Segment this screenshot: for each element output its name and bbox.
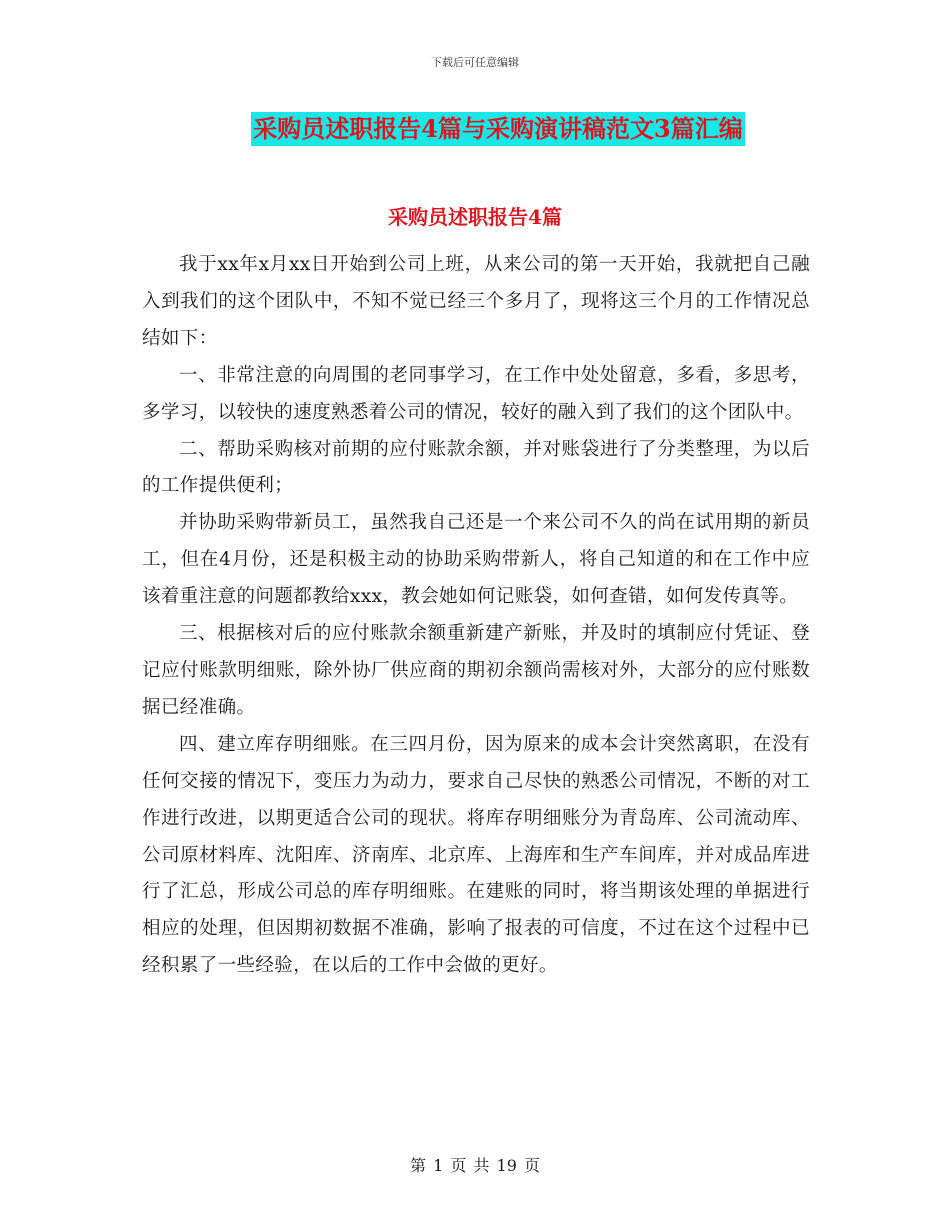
- paragraph: 二、帮助采购核对前期的应付账款余额，并对账袋进行了分类整理，为以后的工作提供便利；: [142, 438, 810, 497]
- paragraph: 三、根据核对后的应付账款余额重新建产新账，并及时的填制应付凭证、登记应付账款明细账，除外协厂供应商的期初余额尚需核对外，大部分的应付账数据已经准确。: [142, 623, 810, 718]
- paragraph: 一、非常注意的向周围的老同事学习，在工作中处处留意，多看，多思考，多学习，以较快的速度熟悉着公司的情况，较好的融入到了我们的这个团队中。: [142, 364, 810, 423]
- paragraph: 并协助采购带新员工，虽然我自己还是一个来公司不久的尚在试用期的新员工，但在4月份，还是积极主动的协助采购带新人，将自己知道的和在工作中应该着重注意的问题都教给xxx，教会她如何记账袋，如何查错，如何发传真等。: [142, 512, 810, 608]
- document-body: [142, 247, 810, 985]
- header-note: 下载后可任意编辑: [431, 56, 519, 69]
- page-number-footer: 第 1 页 共 19 页: [410, 1156, 540, 1175]
- document-title-container: [0, 112, 950, 146]
- paragraph: 四、建立库存明细账。在三四月份，因为原来的成本会计突然离职，在没有任何交接的情况下，变压力为动力，要求自己尽快的熟悉公司情况，不断的对工作进行改进，以期更适合公司的现状。将库存明细账分为青岛库、公司流动库、公司原材料库、沈阳库、济南库、北京库、上海库和生产车间库，并对成品库进行了汇总，形成公司总的库存明细账。在建账的同时，将当期该处理的单据进行相应的处理，但因期初数据不准确，影响了报表的可信度，不过在这个过程中已经积累了一些经验，在以后的工作中会做的更好。: [142, 733, 810, 977]
- document-title: 采购员述职报告4篇与采购演讲稿范文3篇汇编: [251, 112, 744, 146]
- paragraph: 我于xx年x月xx日开始到公司上班，从来公司的第一天开始，我就把自己融入到我们的这个团队中，不知不觉已经三个多月了，现将这三个月的工作情况总结如下：: [142, 254, 810, 349]
- section-title: 采购员述职报告4篇: [388, 205, 562, 229]
